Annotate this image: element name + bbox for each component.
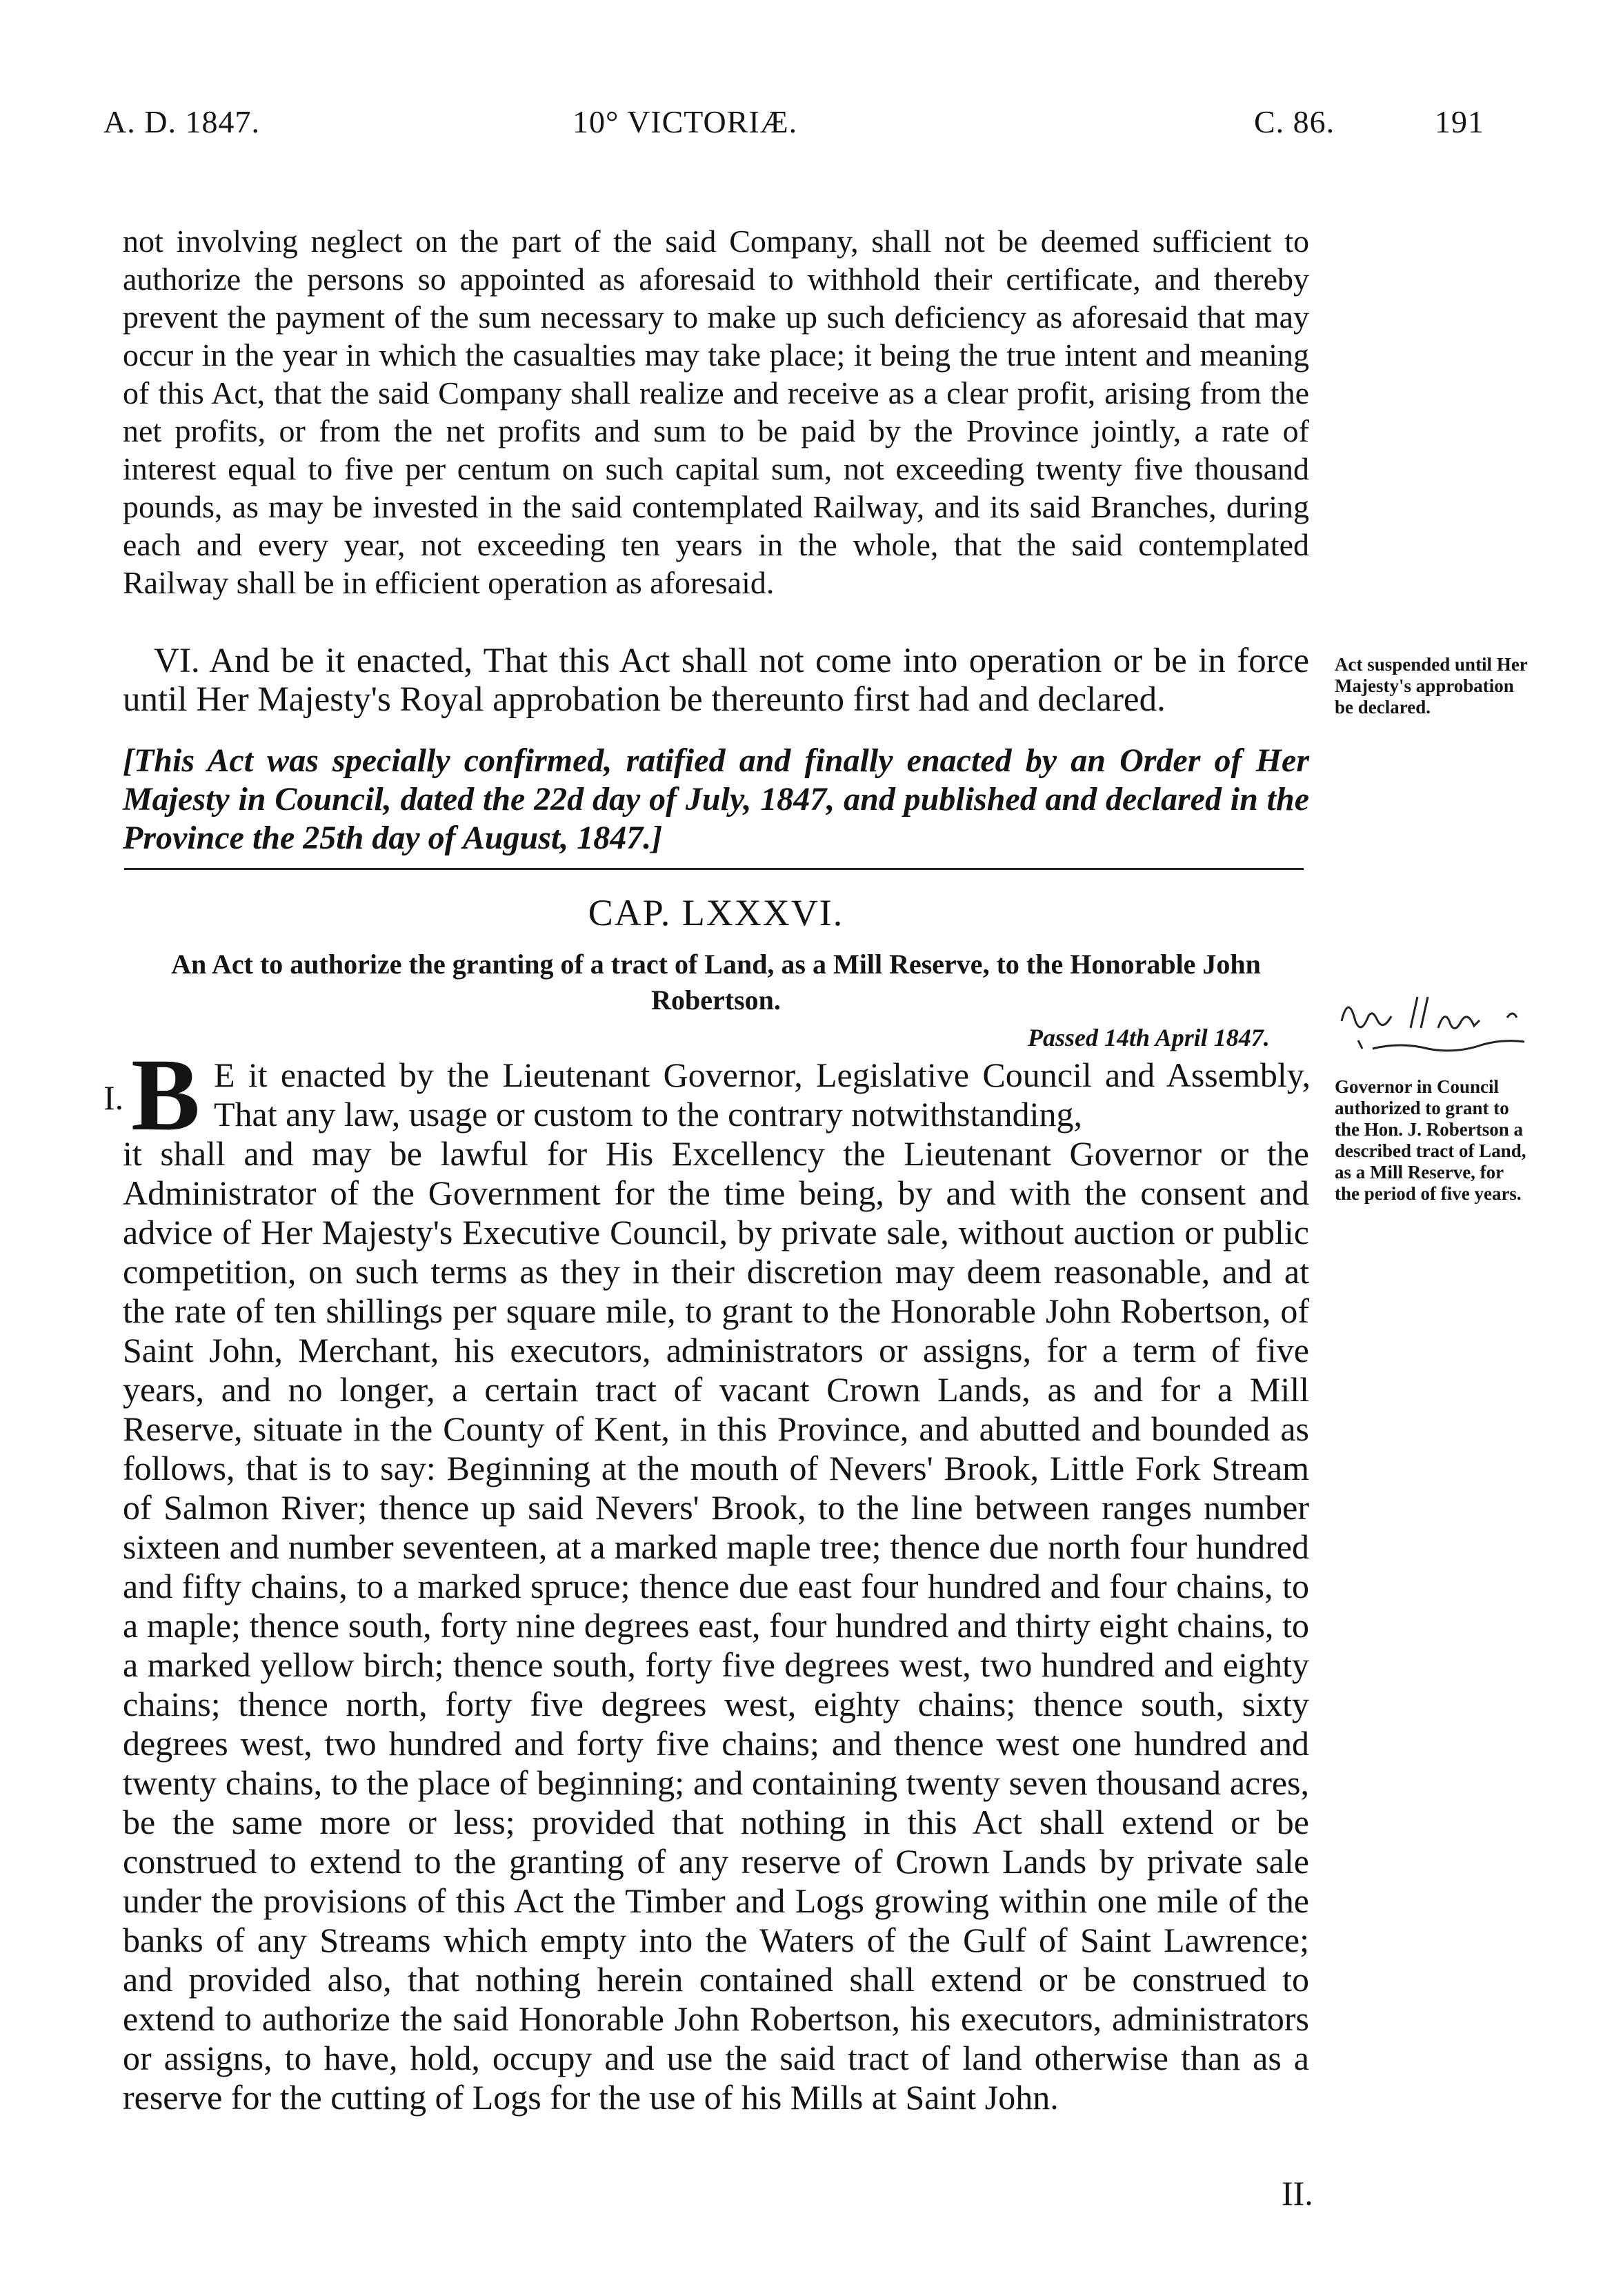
header-chapter: C. 86. — [1254, 104, 1335, 139]
section-divider — [124, 868, 1304, 870]
header-year: A. D. 1847. — [103, 104, 260, 139]
section-6 — [123, 642, 1309, 719]
margin-note-act-suspended: Act suspended until Her Majesty's approbation be declared. — [1335, 654, 1528, 718]
header-reign: 10° VICTORIÆ. — [572, 104, 798, 139]
section-1-number: I. — [103, 1078, 124, 1117]
handwritten-annotation — [1335, 980, 1562, 1056]
drop-cap: B — [131, 1038, 201, 1152]
section-6-text: VI. And be it enacted, That this Act shall not come into operation or be in force until Her Majesty's Royal approbation be thereunto first had and declared. — [123, 642, 1309, 719]
running-header — [103, 103, 1524, 152]
chapter-title: CAP. LXXXVI. — [588, 892, 844, 933]
section-1-heading-text: E it enacted by the Lieutenant Governor, Legislative Council and Assembly, That any law, usage or custom to the contrary notwithstanding, — [214, 1056, 1311, 1134]
next-section-marker: II. — [1282, 2174, 1313, 2213]
continuation-text: not involving neglect on the part of the said Company, shall not be deemed sufficient to authorize the persons so appointed as aforesaid to withhold their certificate, and thereby prevent the payment of the sum necessary to make up such deficiency as aforesaid that may occur in the year in which the casualties may take place; it being the true intent and meaning of this Act, that the said Company shall realize and receive as a clear profit, arising from the net profits, or from the net profits and sum to be paid by the Province jointly, a rate of interest equal to five per centum on such capital sum, not exceeding twenty five thousand pounds, as may be invested in the said contemplated Railway, and its said Branches, during each and every year, not exceeding ten years in the whole, that the said contemplated Railway shall be in efficient operation as aforesaid. — [123, 224, 1309, 600]
margin-note-governor-authorized: Governor in Council authorized to grant to the Hon. J. Robertson a described tract of Land, as a Mill Reserve, for the period of five years. — [1335, 1076, 1526, 1204]
confirmation-note: [This Act was specially confirmed, ratified and finally enacted by an Order of Her Majesty in Council, dated the 22d day of July, 1847, and published and declared in the Province the 25th day of August, 1847.] — [123, 742, 1309, 856]
page-number: 191 — [1435, 104, 1484, 139]
continuation-paragraph — [123, 222, 1309, 602]
section-1-body-text: it shall and may be lawful for His Excellency the Lieutenant Governor or the Administrator of the Government for the time being, by and with the consent and advice of Her Majesty's Executive Council, by private sale, without auction or public competition, on such terms as they in their discretion may deem reasonable, and at the rate of ten shillings per square mile, to grant to the Honorable John Robertson, of Saint John, Merchant, his executors, administrators or assigns, for a term of five years, and no longer, a certain tract of vacant Crown Lands, as and for a Mill Reserve, situate in the County of Kent, in this Province, and abutted and bounded as follows, that is to say: Beginning at the mouth of Nevers' Brook, Little Fork Stream of Salmon River; thence up said Nevers' Brook, to the line between ranges number sixteen and number seventeen, at a marked maple tree; thence due north four hundred and fifty chains, to a marked spruce; thence due east four hundred and four chains, to a maple; thence south, forty nine degrees east, four hundred and thirty eight chains, to a marked yellow birch; thence south, forty five degrees west, two hundred and eighty chains; thence north, forty five degrees west, eighty chains; thence south, sixty degrees west, two hundred and forty five chains; and thence west one hundred and twenty chains, to the place of beginning; and containing twenty seven thousand acres, be the same more or less; provided that nothing in this Act shall extend or be construed to extend to the granting of any reserve of Crown Lands by private sale under the provisions of this Act the Timber and Logs growing within one mile of the banks of any Streams which empty into the Waters of the Gulf of Saint Lawrence; and provided also, that nothing herein contained shall extend or be construed to extend to authorize the said Honorable John Robertson, his executors, administrators or assigns, to have, hold, occupy and use the said tract of land otherwise than as a reserve for the cutting of Logs for the use of his Mills at Saint John. — [123, 1134, 1309, 2117]
passed-date: Passed 14th April 1847. — [1028, 1024, 1270, 1051]
act-title: An Act to authorize the granting of a tract of Land, as a Mill Reserve, to the Honorable John Robertson. — [171, 949, 1261, 1016]
